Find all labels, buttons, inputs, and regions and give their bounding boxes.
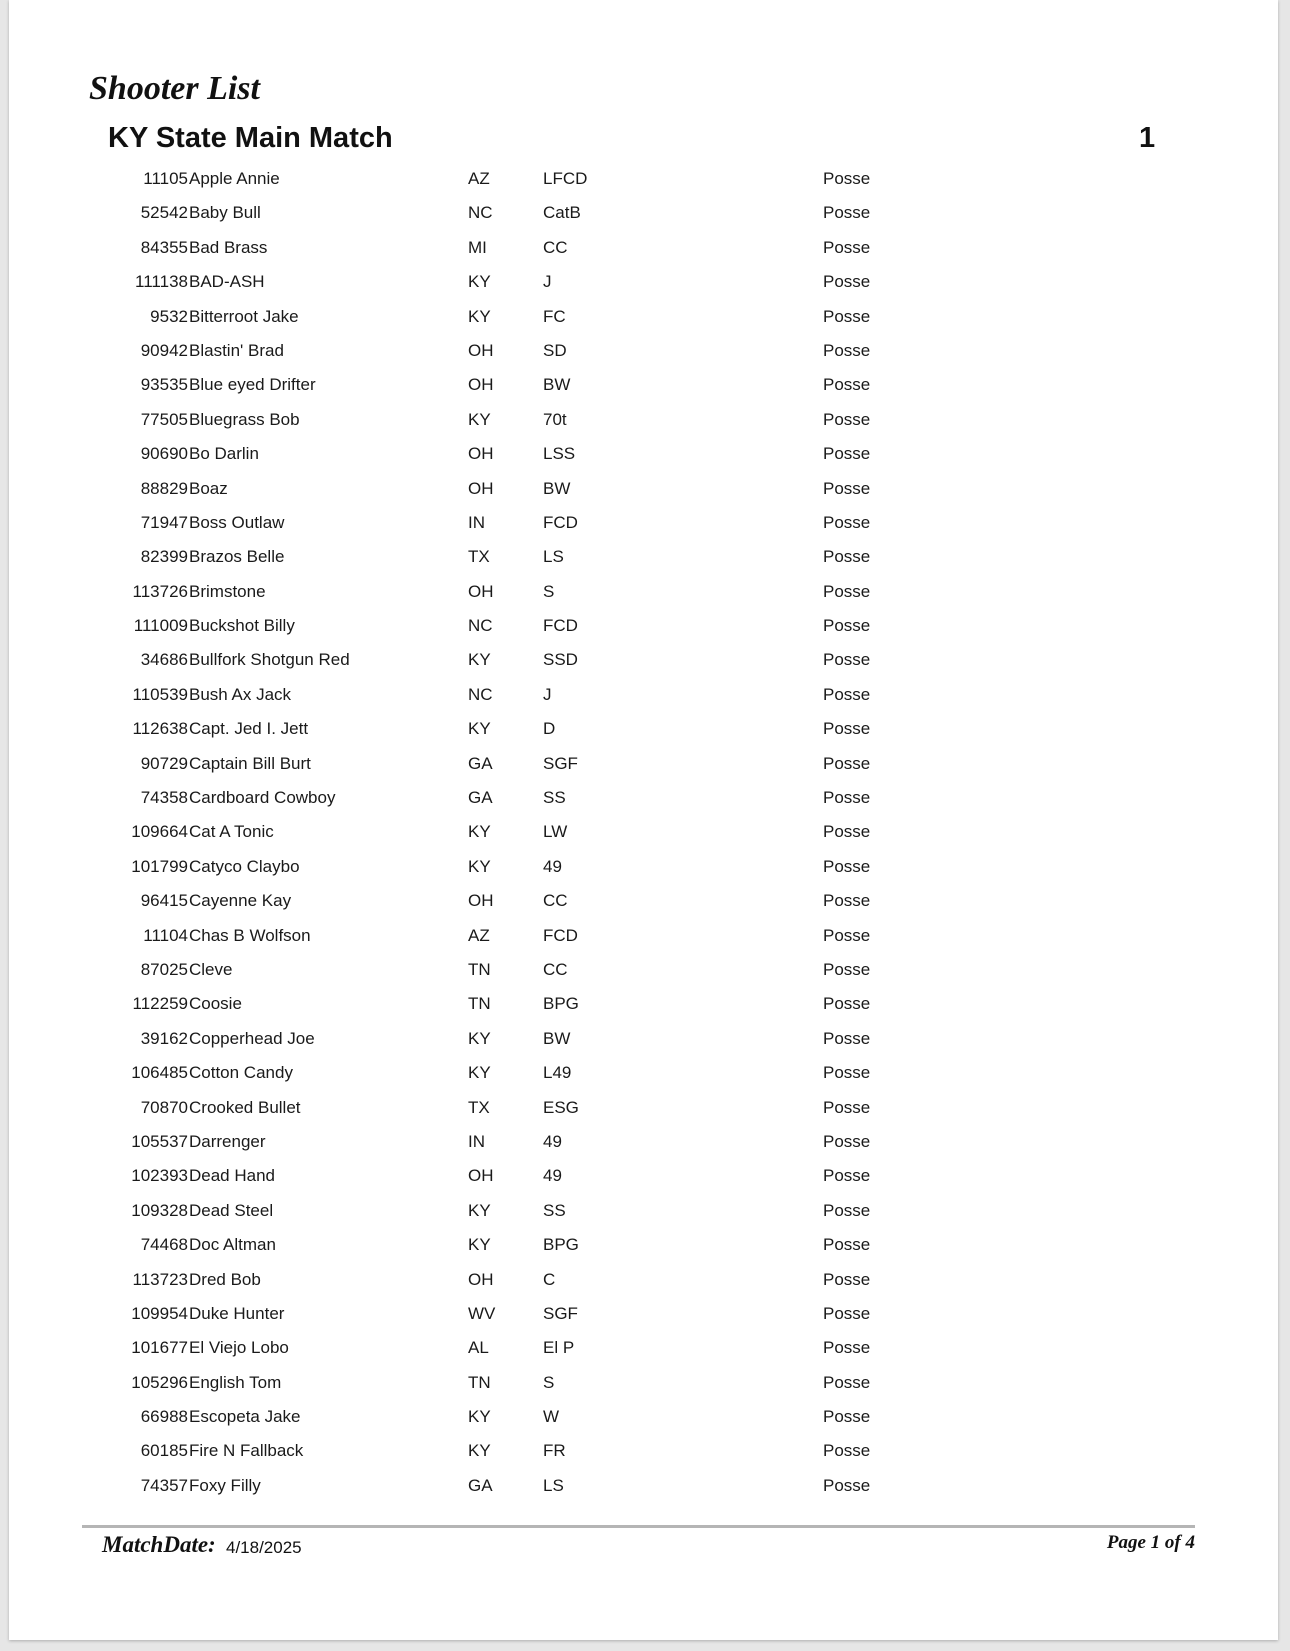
document-title: Shooter List xyxy=(89,70,260,107)
table-row xyxy=(9,1124,1278,1158)
shooter-name-cell: Boaz xyxy=(189,478,228,498)
table-row xyxy=(9,1365,1278,1399)
table-row xyxy=(9,1021,1278,1055)
shooter-state-cell: TN xyxy=(468,1372,491,1392)
shooter-name-cell: Baby Bull xyxy=(189,203,261,223)
shooter-name-cell: Bullfork Shotgun Red xyxy=(189,650,350,670)
table-row xyxy=(9,1193,1278,1227)
table-row xyxy=(9,299,1278,333)
shooter-id-cell: 111138 xyxy=(135,272,188,292)
shooter-posse-cell: Posse xyxy=(823,856,871,876)
shooter-name-cell: Blastin' Brad xyxy=(189,340,284,360)
shooter-state-cell: KY xyxy=(468,1028,491,1048)
shooter-id-cell: 111009 xyxy=(133,616,188,636)
shooter-posse-cell: Posse xyxy=(823,994,871,1014)
shooter-id-cell: 52542 xyxy=(140,203,188,223)
shooter-name-cell: Brimstone xyxy=(189,581,266,601)
shooter-category-cell: FCD xyxy=(543,616,578,636)
shooter-posse-cell: Posse xyxy=(823,1200,871,1220)
shooter-id-cell: 82399 xyxy=(140,547,188,567)
shooter-category-cell: S xyxy=(543,1372,555,1392)
shooter-name-cell: Darrenger xyxy=(189,1131,266,1151)
shooter-state-cell: KY xyxy=(468,719,491,739)
shooter-name-cell: Fire N Fallback xyxy=(189,1441,304,1461)
shooter-name-cell: Cayenne Kay xyxy=(189,891,292,911)
table-row xyxy=(9,814,1278,848)
table-row xyxy=(9,1090,1278,1124)
shooter-name-cell: Chas B Wolfson xyxy=(189,925,311,945)
shooter-state-cell: GA xyxy=(468,788,493,808)
document-page xyxy=(9,0,1278,1640)
header-number: 1 xyxy=(1139,122,1156,154)
shooter-name-cell: El Viejo Lobo xyxy=(189,1338,289,1358)
shooter-category-cell: ESG xyxy=(543,1097,579,1117)
shooter-id-cell: 90690 xyxy=(140,444,188,464)
shooter-id-cell: 113723 xyxy=(132,1269,188,1289)
shooter-category-cell: SS xyxy=(543,1200,566,1220)
shooter-id-cell: 34686 xyxy=(140,650,188,670)
shooter-category-cell: CatB xyxy=(543,203,581,223)
shooter-id-cell: 109664 xyxy=(131,822,188,842)
shooter-posse-cell: Posse xyxy=(823,203,871,223)
match-name: KY State Main Match xyxy=(108,122,393,154)
shooter-name-cell: Duke Hunter xyxy=(189,1303,285,1323)
shooter-posse-cell: Posse xyxy=(823,272,871,292)
shooter-posse-cell: Posse xyxy=(823,237,871,257)
shooter-id-cell: 70870 xyxy=(140,1097,188,1117)
table-row xyxy=(9,436,1278,470)
shooter-name-cell: Bush Ax Jack xyxy=(189,684,292,704)
shooter-state-cell: GA xyxy=(468,1475,493,1495)
shooter-state-cell: OH xyxy=(468,1166,494,1186)
shooter-state-cell: KY xyxy=(468,1200,491,1220)
shooter-state-cell: OH xyxy=(468,891,494,911)
match-date-label: MatchDate: xyxy=(102,1532,216,1557)
shooter-posse-cell: Posse xyxy=(823,925,871,945)
shooter-posse-cell: Posse xyxy=(823,959,871,979)
shooter-state-cell: NC xyxy=(468,684,493,704)
shooter-category-cell: SSD xyxy=(543,650,578,670)
shooter-posse-cell: Posse xyxy=(823,1235,871,1255)
shooter-name-cell: Apple Annie xyxy=(189,169,280,188)
shooter-id-cell: 60185 xyxy=(140,1441,188,1461)
table-row xyxy=(9,986,1278,1020)
shooter-posse-cell: Posse xyxy=(823,1131,871,1151)
shooter-category-cell: FR xyxy=(543,1441,566,1461)
table-row xyxy=(9,642,1278,676)
shooter-category-cell: 49 xyxy=(543,1131,562,1151)
shooter-posse-cell: Posse xyxy=(823,788,871,808)
shooter-category-cell: J xyxy=(543,272,552,292)
shooter-category-cell: FC xyxy=(543,306,566,326)
shooter-state-cell: AL xyxy=(468,1338,489,1358)
shooter-id-cell: 113726 xyxy=(132,581,188,601)
shooter-category-cell: SGF xyxy=(543,1303,578,1323)
shooter-category-cell: 49 xyxy=(543,1166,562,1186)
shooter-posse-cell: Posse xyxy=(823,409,871,429)
shooter-name-cell: Coosie xyxy=(189,994,242,1014)
shooter-category-cell: J xyxy=(543,684,552,704)
shooter-state-cell: KY xyxy=(468,650,491,670)
shooter-state-cell: KY xyxy=(468,1063,491,1083)
table-row xyxy=(9,264,1278,298)
table-row xyxy=(9,780,1278,814)
shooter-name-cell: Dead Steel xyxy=(189,1200,274,1220)
shooter-category-cell: SD xyxy=(543,340,567,360)
match-date-value: 4/18/2025 xyxy=(226,1538,302,1557)
table-row xyxy=(9,918,1278,952)
shooter-state-cell: IN xyxy=(468,512,485,532)
shooter-posse-cell: Posse xyxy=(823,1407,871,1427)
shooter-id-cell: 102393 xyxy=(131,1166,188,1186)
shooter-id-cell: 87025 xyxy=(140,959,188,979)
table-row xyxy=(9,505,1278,539)
shooter-posse-cell: Posse xyxy=(823,719,871,739)
shooter-name-cell: Cotton Candy xyxy=(189,1063,293,1083)
shooter-posse-cell: Posse xyxy=(823,650,871,670)
shooter-category-cell: LFCD xyxy=(543,169,588,188)
shooter-posse-cell: Posse xyxy=(823,1372,871,1392)
shooter-id-cell: 9532 xyxy=(150,306,188,326)
shooter-posse-cell: Posse xyxy=(823,891,871,911)
shooter-name-cell: Bad Brass xyxy=(189,237,268,257)
shooter-category-cell: LS xyxy=(543,1475,564,1495)
shooter-state-cell: KY xyxy=(468,1441,491,1461)
shooter-category-cell: LSS xyxy=(543,444,576,464)
shooter-posse-cell: Posse xyxy=(823,822,871,842)
shooter-id-cell: 84355 xyxy=(140,237,188,257)
shooter-category-cell: BPG xyxy=(543,994,579,1014)
shooter-posse-cell: Posse xyxy=(823,444,871,464)
shooter-state-cell: MI xyxy=(468,237,487,257)
shooter-name-cell: Escopeta Jake xyxy=(189,1407,301,1427)
shooter-posse-cell: Posse xyxy=(823,616,871,636)
shooter-state-cell: TN xyxy=(468,959,491,979)
shooter-category-cell: C xyxy=(543,1269,556,1289)
shooter-posse-cell: Posse xyxy=(823,1303,871,1323)
shooter-state-cell: KY xyxy=(468,822,491,842)
shooter-name-cell: Captain Bill Burt xyxy=(189,753,311,773)
shooter-state-cell: AZ xyxy=(468,925,490,945)
shooter-category-cell: CC xyxy=(543,959,568,979)
shooter-name-cell: Catyco Claybo xyxy=(189,856,300,876)
shooter-state-cell: KY xyxy=(468,1235,491,1255)
shooter-id-cell: 106485 xyxy=(131,1063,188,1083)
shooter-state-cell: IN xyxy=(468,1131,485,1151)
shooter-category-cell: FCD xyxy=(543,512,578,532)
shooter-category-cell: L49 xyxy=(543,1063,572,1083)
table-row xyxy=(9,1158,1278,1192)
shooter-name-cell: Cleve xyxy=(189,959,233,979)
shooter-category-cell: El P xyxy=(543,1338,575,1358)
shooter-id-cell: 88829 xyxy=(140,478,188,498)
shooter-id-cell: 101677 xyxy=(131,1338,188,1358)
shooter-state-cell: KY xyxy=(468,856,491,876)
shooter-state-cell: KY xyxy=(468,272,491,292)
shooter-state-cell: OH xyxy=(468,375,494,395)
shooter-category-cell: BW xyxy=(543,1028,571,1048)
table-row xyxy=(9,1262,1278,1296)
shooter-state-cell: OH xyxy=(468,1269,494,1289)
shooter-name-cell: Bluegrass Bob xyxy=(189,409,300,429)
shooter-name-cell: Cat A Tonic xyxy=(189,822,274,842)
shooter-id-cell: 110539 xyxy=(132,684,188,704)
shooter-state-cell: TN xyxy=(468,994,491,1014)
shooter-name-cell: Bitterroot Jake xyxy=(189,306,299,326)
table-row xyxy=(9,1399,1278,1433)
shooter-id-cell: 74357 xyxy=(140,1475,188,1495)
shooter-posse-cell: Posse xyxy=(823,581,871,601)
table-row xyxy=(9,574,1278,608)
shooter-id-cell: 66988 xyxy=(140,1407,188,1427)
shooter-id-cell: 109954 xyxy=(131,1303,188,1323)
shooter-name-cell: Cardboard Cowboy xyxy=(189,788,336,808)
shooter-name-cell: Boss Outlaw xyxy=(189,512,285,532)
shooter-posse-cell: Posse xyxy=(823,512,871,532)
shooter-state-cell: TX xyxy=(468,547,490,567)
shooter-posse-cell: Posse xyxy=(823,753,871,773)
shooter-state-cell: AZ xyxy=(468,169,490,188)
shooter-id-cell: 105537 xyxy=(131,1131,188,1151)
shooter-category-cell: BW xyxy=(543,375,571,395)
shooter-posse-cell: Posse xyxy=(823,1475,871,1495)
shooter-id-cell: 112259 xyxy=(132,994,188,1014)
table-row xyxy=(9,746,1278,780)
shooter-posse-cell: Posse xyxy=(823,1338,871,1358)
page-indicator: Page 1 of 4 xyxy=(1106,1532,1195,1553)
shooter-posse-cell: Posse xyxy=(823,306,871,326)
shooter-state-cell: KY xyxy=(468,1407,491,1427)
shooter-category-cell: CC xyxy=(543,237,568,257)
shooter-id-cell: 109328 xyxy=(131,1200,188,1220)
table-row xyxy=(9,1433,1278,1467)
shooter-name-cell: Copperhead Joe xyxy=(189,1028,315,1048)
shooter-id-cell: 90942 xyxy=(140,340,188,360)
shooter-category-cell: CC xyxy=(543,891,568,911)
shooter-name-cell: Doc Altman xyxy=(189,1235,276,1255)
shooter-posse-cell: Posse xyxy=(823,684,871,704)
shooter-id-cell: 74468 xyxy=(140,1235,188,1255)
shooter-posse-cell: Posse xyxy=(823,1269,871,1289)
shooter-category-cell: W xyxy=(543,1407,560,1427)
table-row xyxy=(9,849,1278,883)
shooter-id-cell: 101799 xyxy=(131,856,188,876)
shooter-posse-cell: Posse xyxy=(823,1063,871,1083)
shooter-id-cell: 77505 xyxy=(140,409,188,429)
shooter-posse-cell: Posse xyxy=(823,375,871,395)
shooter-id-cell: 11104 xyxy=(143,925,188,945)
shooter-posse-cell: Posse xyxy=(823,1097,871,1117)
shooter-id-cell: 11105 xyxy=(143,169,188,188)
table-row xyxy=(9,1330,1278,1364)
shooter-state-cell: OH xyxy=(468,581,494,601)
shooter-name-cell: Dred Bob xyxy=(189,1269,261,1289)
shooter-category-cell: D xyxy=(543,719,556,739)
table-row xyxy=(9,883,1278,917)
shooter-id-cell: 105296 xyxy=(131,1372,188,1392)
shooter-name-cell: Blue eyed Drifter xyxy=(189,375,316,395)
table-row xyxy=(9,1296,1278,1330)
table-row xyxy=(9,1227,1278,1261)
shooter-state-cell: WV xyxy=(468,1303,496,1323)
shooter-category-cell: FCD xyxy=(543,925,578,945)
table-row xyxy=(9,711,1278,745)
shooter-table xyxy=(9,161,1278,1502)
shooter-posse-cell: Posse xyxy=(823,169,871,188)
shooter-name-cell: English Tom xyxy=(189,1372,282,1392)
shooter-posse-cell: Posse xyxy=(823,1028,871,1048)
table-row xyxy=(9,161,1278,195)
shooter-name-cell: Brazos Belle xyxy=(189,547,285,567)
table-row xyxy=(9,402,1278,436)
footer-divider xyxy=(82,1525,1195,1528)
shooter-category-cell: 70t xyxy=(543,409,567,429)
table-row xyxy=(9,195,1278,229)
shooter-posse-cell: Posse xyxy=(823,340,871,360)
shooter-id-cell: 112638 xyxy=(132,719,188,739)
table-row xyxy=(9,367,1278,401)
shooter-name-cell: Bo Darlin xyxy=(189,444,259,464)
table-row xyxy=(9,1468,1278,1502)
shooter-id-cell: 96415 xyxy=(140,891,188,911)
shooter-name-cell: Buckshot Billy xyxy=(189,616,295,636)
shooter-name-cell: Crooked Bullet xyxy=(189,1097,301,1117)
shooter-state-cell: TX xyxy=(468,1097,490,1117)
table-row xyxy=(9,952,1278,986)
table-row xyxy=(9,471,1278,505)
shooter-name-cell: BAD-ASH xyxy=(189,272,265,292)
shooter-state-cell: GA xyxy=(468,753,493,773)
shooter-category-cell: BW xyxy=(543,478,571,498)
shooter-category-cell: LW xyxy=(543,822,568,842)
shooter-state-cell: OH xyxy=(468,478,494,498)
shooter-category-cell: S xyxy=(543,581,555,601)
shooter-state-cell: NC xyxy=(468,203,493,223)
shooter-name-cell: Foxy Filly xyxy=(189,1475,261,1495)
shooter-id-cell: 71947 xyxy=(140,512,188,532)
shooter-name-cell: Capt. Jed I. Jett xyxy=(189,719,309,739)
shooter-category-cell: BPG xyxy=(543,1235,579,1255)
shooter-state-cell: OH xyxy=(468,444,494,464)
table-row xyxy=(9,677,1278,711)
shooter-posse-cell: Posse xyxy=(823,478,871,498)
shooter-state-cell: OH xyxy=(468,340,494,360)
shooter-state-cell: KY xyxy=(468,409,491,429)
shooter-category-cell: SGF xyxy=(543,753,578,773)
shooter-category-cell: SS xyxy=(543,788,566,808)
shooter-state-cell: KY xyxy=(468,306,491,326)
table-row xyxy=(9,608,1278,642)
table-row xyxy=(9,230,1278,264)
table-row xyxy=(9,539,1278,573)
shooter-state-cell: NC xyxy=(468,616,493,636)
shooter-posse-cell: Posse xyxy=(823,1441,871,1461)
shooter-category-cell: LS xyxy=(543,547,564,567)
shooter-id-cell: 39162 xyxy=(140,1028,188,1048)
shooter-posse-cell: Posse xyxy=(823,1166,871,1186)
table-row xyxy=(9,333,1278,367)
shooter-id-cell: 74358 xyxy=(140,788,188,808)
shooter-category-cell: 49 xyxy=(543,856,562,876)
table-row xyxy=(9,1055,1278,1089)
shooter-posse-cell: Posse xyxy=(823,547,871,567)
shooter-id-cell: 90729 xyxy=(140,753,188,773)
shooter-name-cell: Dead Hand xyxy=(189,1166,276,1186)
shooter-id-cell: 93535 xyxy=(140,375,188,395)
